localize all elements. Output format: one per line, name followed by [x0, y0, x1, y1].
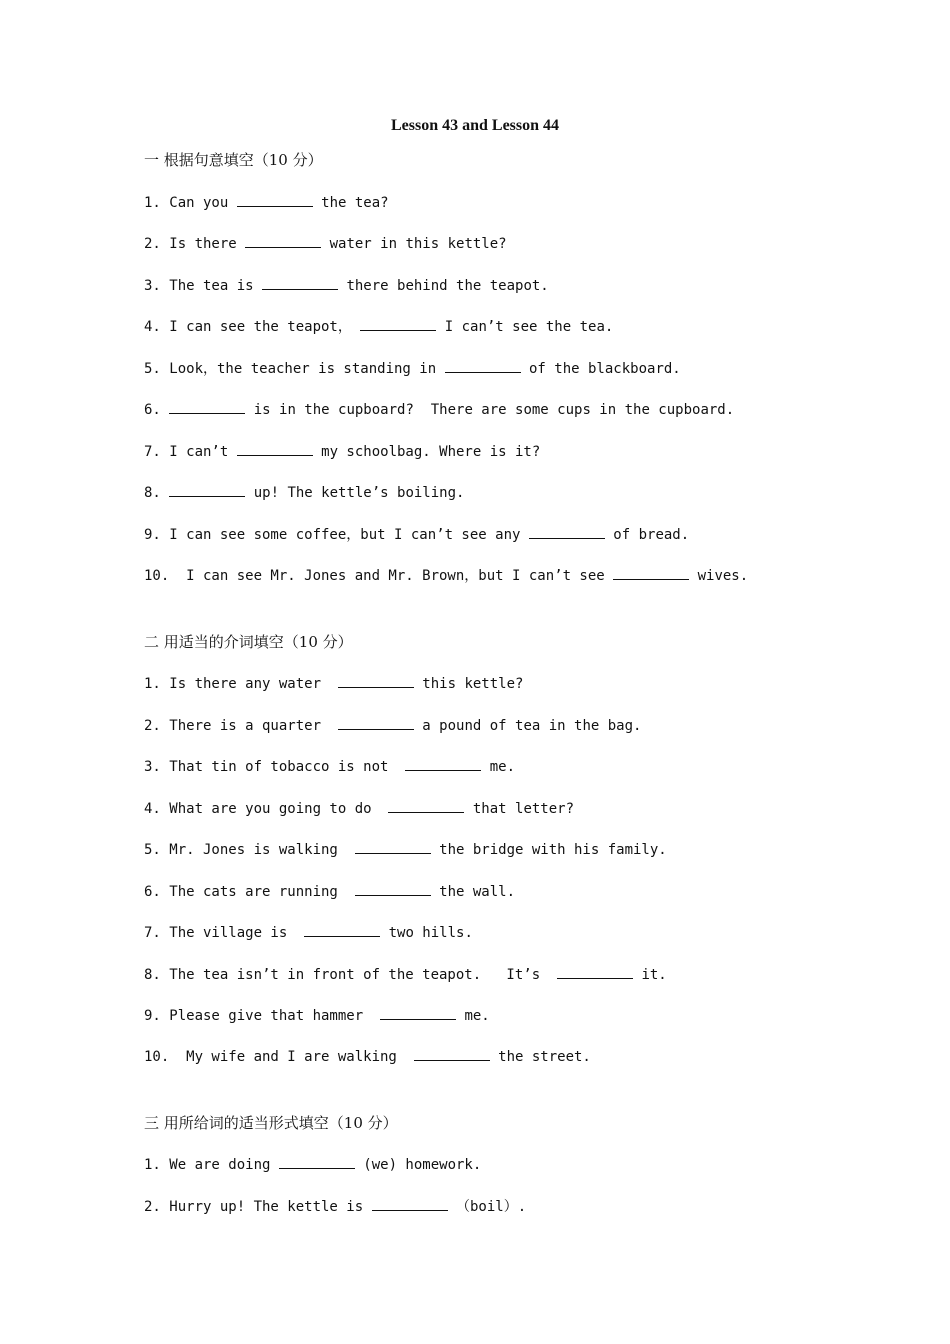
- exercise-item: 3. That tin of tobacco is not me.: [144, 759, 516, 775]
- answer-blank[interactable]: [613, 566, 689, 580]
- answer-blank[interactable]: [355, 840, 431, 854]
- exercise-item: 1. We are doing (we) homework.: [144, 1157, 482, 1173]
- answer-blank[interactable]: [304, 923, 380, 937]
- answer-blank[interactable]: [388, 799, 464, 813]
- exercise-item: 2. Hurry up! The kettle is （boil）.: [144, 1199, 527, 1215]
- answer-blank[interactable]: [169, 483, 245, 497]
- answer-blank[interactable]: [380, 1006, 456, 1020]
- answer-blank[interactable]: [529, 525, 605, 539]
- exercise-item: 1. Can you the tea?: [144, 195, 389, 211]
- answer-blank[interactable]: [279, 1155, 355, 1169]
- section-heading-1: 一 根据句意填空（10 分）: [144, 151, 323, 169]
- exercise-item: 10. My wife and I are walking the street.: [144, 1049, 591, 1065]
- answer-blank[interactable]: [245, 234, 321, 248]
- answer-blank[interactable]: [237, 193, 313, 207]
- exercise-item: 4. What are you going to do that letter?: [144, 801, 575, 817]
- answer-blank[interactable]: [405, 757, 481, 771]
- exercise-item: 10. I can see Mr. Jones and Mr. Brown，but I can’t see wives.: [144, 568, 749, 584]
- answer-blank[interactable]: [557, 965, 633, 979]
- answer-blank[interactable]: [414, 1047, 490, 1061]
- answer-blank[interactable]: [355, 882, 431, 896]
- answer-blank[interactable]: [262, 276, 338, 290]
- exercise-item: 9. I can see some coffee，but I can’t see any of bread.: [144, 527, 690, 543]
- exercise-item: 9. Please give that hammer me.: [144, 1008, 490, 1024]
- exercise-item: 5. Look，the teacher is standing in of the blackboard.: [144, 361, 681, 377]
- exercise-item: 7. I can’t my schoolbag. Where is it?: [144, 444, 541, 460]
- exercise-item: 3. The tea is there behind the teapot.: [144, 278, 549, 294]
- answer-blank[interactable]: [445, 359, 521, 373]
- exercise-item: 2. There is a quarter a pound of tea in the bag.: [144, 718, 642, 734]
- exercise-item: 7. The village is two hills.: [144, 925, 473, 941]
- exercise-item: 1. Is there any water this kettle?: [144, 676, 524, 692]
- answer-blank[interactable]: [237, 442, 313, 456]
- exercise-item: 8. The tea isn’t in front of the teapot. It’s it.: [144, 967, 667, 983]
- exercise-item: 5. Mr. Jones is walking the bridge with his family.: [144, 842, 667, 858]
- section-heading-3: 三 用所给词的适当形式填空（10 分）: [144, 1114, 398, 1132]
- worksheet-title: Lesson 43 and Lesson 44: [390, 117, 560, 134]
- answer-blank[interactable]: [169, 400, 245, 414]
- answer-blank[interactable]: [338, 674, 414, 688]
- answer-blank[interactable]: [338, 716, 414, 730]
- exercise-item: 6. is in the cupboard? There are some cups in the cupboard.: [144, 402, 735, 418]
- answer-blank[interactable]: [360, 317, 436, 331]
- exercise-item: 6. The cats are running the wall.: [144, 884, 516, 900]
- exercise-item: 8. up! The kettle’s boiling.: [144, 485, 465, 501]
- answer-blank[interactable]: [372, 1197, 448, 1211]
- exercise-item: 2. Is there water in this kettle?: [144, 236, 507, 252]
- section-heading-2: 二 用适当的介词填空（10 分）: [144, 633, 353, 651]
- exercise-item: 4. I can see the teapot， I can’t see the tea.: [144, 319, 614, 335]
